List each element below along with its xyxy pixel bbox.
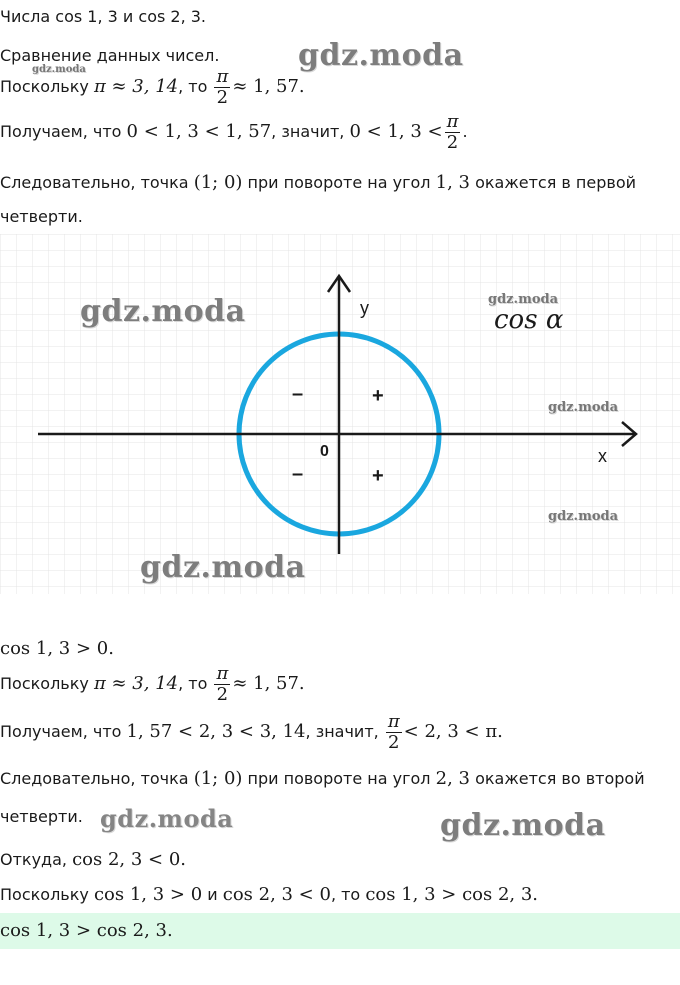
- fraction-pi-over-2: [386, 712, 402, 753]
- sign-q4-plus: +: [372, 465, 384, 487]
- text: , то: [178, 77, 213, 96]
- answer-text: cos 1, 3 > cos 2, 3.: [0, 920, 173, 941]
- sign-q2-minus: –: [292, 383, 304, 405]
- text: Поскольку: [0, 674, 94, 693]
- math: cos 2, 3 < 0: [222, 884, 331, 905]
- math: (1; 0): [193, 172, 243, 193]
- math: cos 1, 3 > 0.: [0, 638, 114, 659]
- quadrant-line-cont: [0, 206, 83, 228]
- cos-negative-line: [0, 849, 186, 871]
- fraction-pi-over-2: [214, 664, 230, 705]
- text: окажется во второй: [469, 769, 645, 788]
- math: π ≈ 3, 14: [93, 76, 179, 97]
- fraction-numerator: π: [446, 111, 459, 132]
- fraction-denominator: 2: [388, 732, 400, 753]
- watermark: gdz.moda: [100, 804, 234, 833]
- math: cos 1, 3 > 0: [93, 884, 203, 905]
- pi-approx-line-2: [0, 663, 305, 705]
- watermark: gdz.moda: [298, 38, 464, 73]
- math: 0 < 1, 3 < 1, 57: [126, 121, 272, 142]
- math: 0 < 1, 3 <: [349, 121, 443, 142]
- fraction-pi-over-2: [445, 112, 461, 153]
- watermark: gdz.moda: [548, 509, 619, 524]
- math: 2, 3: [435, 768, 470, 789]
- x-axis-label: x: [598, 446, 607, 466]
- comparison-heading-text: Сравнение данных чисел.: [0, 46, 220, 65]
- inequality-line: [0, 111, 468, 153]
- math: 1, 3: [435, 172, 470, 193]
- fraction-denominator: 2: [216, 684, 229, 705]
- fraction-numerator: π: [216, 663, 229, 684]
- watermark: gdz.moda: [32, 64, 86, 75]
- watermark: gdz.moda: [488, 292, 559, 307]
- fraction-denominator: 2: [446, 132, 459, 153]
- text: , то: [178, 674, 213, 693]
- text: и: [202, 885, 223, 904]
- watermark: gdz.moda: [80, 294, 246, 329]
- math: cos 2, 3 < 0.: [72, 849, 187, 870]
- cos-alpha-formula: cos α: [494, 305, 564, 335]
- origin-label: 0: [320, 443, 329, 460]
- quadrant-line-2-cont: [0, 806, 83, 828]
- text: Получаем, что: [0, 722, 127, 741]
- answer-line: [0, 920, 173, 942]
- text: .: [462, 122, 468, 141]
- intro-text: Числа cos 1, 3 и cos 2, 3.: [0, 7, 207, 26]
- math: ≈ 1, 57.: [232, 673, 305, 694]
- y-axis-label: y: [360, 298, 369, 318]
- text: Получаем, что: [0, 122, 127, 141]
- sign-q1-plus: +: [372, 385, 384, 407]
- cos-positive-line: [0, 638, 114, 660]
- sign-q3-minus: –: [292, 463, 304, 485]
- text: четверти.: [0, 807, 83, 826]
- math: 1, 57 < 2, 3 < 3, 14: [126, 721, 306, 742]
- math: < 2, 3 < π.: [403, 721, 503, 742]
- text: при повороте на угол: [242, 769, 436, 788]
- math: π ≈ 3, 14: [93, 673, 179, 694]
- text: , то: [330, 885, 366, 904]
- math: cos 1, 3 > cos 2, 3.: [365, 884, 539, 905]
- text: , значит,: [305, 722, 384, 741]
- text: Поскольку: [0, 77, 94, 96]
- fraction-pi-over-2: [214, 67, 230, 108]
- text: при повороте на угол: [242, 173, 436, 192]
- text: четверти.: [0, 207, 83, 226]
- inequality-line-2: [0, 711, 503, 753]
- intro-line: [0, 6, 206, 28]
- text: окажется в первой: [469, 173, 637, 192]
- watermark: gdz.moda: [548, 400, 619, 415]
- text: Следовательно, точка: [0, 173, 194, 192]
- text: , значит,: [271, 122, 350, 141]
- fraction-numerator: π: [216, 66, 229, 87]
- text: Поскольку: [0, 885, 94, 904]
- text: Следовательно, точка: [0, 769, 194, 788]
- math: ≈ 1, 57.: [232, 76, 305, 97]
- watermark: gdz.moda: [140, 550, 306, 585]
- conclusion-line: [0, 884, 538, 906]
- fraction-numerator: π: [387, 711, 400, 732]
- quadrant-line: [0, 172, 636, 194]
- fraction-denominator: 2: [216, 87, 229, 108]
- quadrant-line-2: [0, 768, 645, 790]
- text: Откуда,: [0, 850, 73, 869]
- math: (1; 0): [193, 768, 243, 789]
- watermark: gdz.moda: [440, 808, 606, 843]
